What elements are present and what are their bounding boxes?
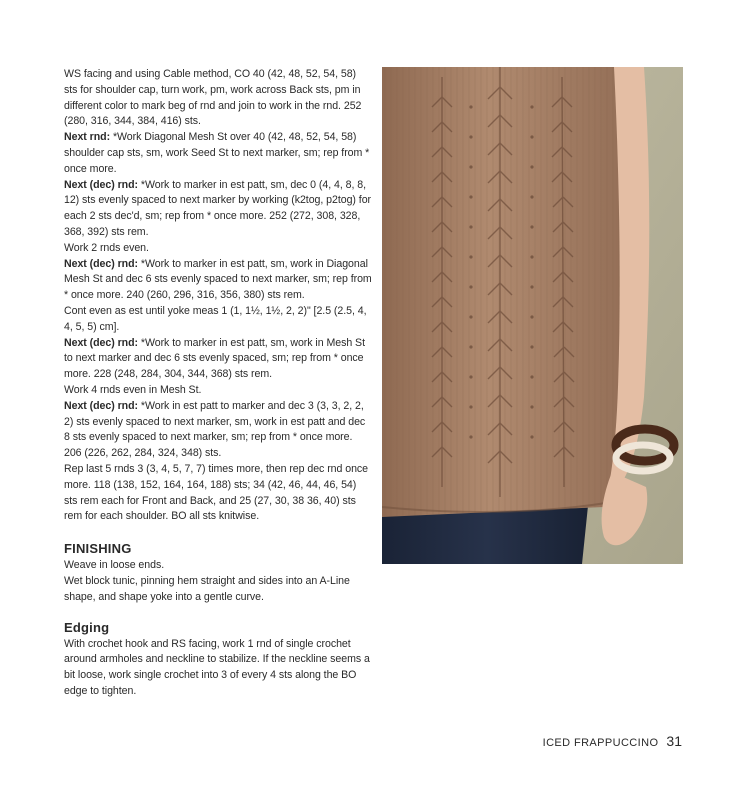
edging-heading: Edging [64, 619, 110, 635]
finishing-heading: FINISHING [64, 541, 132, 557]
instruction-paragraph: Rep last 5 rnds 3 (3, 4, 5, 7, 7) times more, then rep dec rnd once more. 118 (138, 152, 164, 164, 188) sts; 34 (42, 46, 44, 46, 54) sts rem each for Front and Back, and 25 (27, 30, 38 36, 40) sts rem for each shoulder. BO all sts knitwise. [64, 462, 369, 523]
instruction-paragraph: Cont even as est until yoke meas 1 (1, 1½, 1½, 2, 2)" [2.5 (2.5, 4, 4, 5, 5) cm]. [64, 304, 367, 333]
instruction-paragraph: Next (dec) rnd: *Work to marker in est patt, sm, work in Mesh St to next marker and dec 6 sts evenly spaced, sm; rep from * once more. 228 (248, 284, 304, 344, 368) sts rem. [64, 336, 365, 381]
tunic-texture [382, 67, 620, 517]
page-number: 31 [666, 733, 682, 749]
footer-title: ICED FRAPPUCCINO [542, 737, 659, 749]
instruction-paragraph: Next (dec) rnd: *Work to marker in est patt, sm, work in Diagonal Mesh St and dec 6 sts evenly spaced to next marker, sm; rep from * once more. 240 (260, 296, 316, 356, 380) sts rem. [64, 257, 372, 302]
instruction-paragraph: Next (dec) rnd: *Work in est patt to marker and dec 3 (3, 3, 2, 2, 2) sts evenly spaced to next marker, sm, work in est patt and dec 8 sts evenly spaced to next marker, sm; rep from * once more. 206 (226, 262, 284, 324, 348) sts. [64, 399, 366, 460]
instruction-paragraph: Work 2 rnds even. [64, 241, 149, 254]
instruction-paragraph: Next rnd: *Work Diagonal Mesh St over 40 (42, 48, 52, 54, 58) shoulder cap sts, sm, work Seed St to next marker, sm; rep from * once more. [64, 131, 370, 175]
finishing-paragraph: Wet block tunic, pinning hem straight and sides into an A-Line shape, and shape yoke into a gentle curve. [64, 574, 350, 603]
pattern-text-column [64, 67, 372, 700]
finishing-paragraph: Weave in loose ends. [64, 559, 165, 572]
instruction-paragraph: Work 4 rnds even in Mesh St. [64, 383, 202, 396]
tunic-photo-illustration [382, 67, 683, 564]
instructions [64, 67, 372, 525]
tunic-photo [382, 67, 683, 564]
edging-paragraph: With crochet hook and RS facing, work 1 rnd of single crochet around armholes and neckline to stabilize. If the neckline seems a bit loose, work single crochet into 3 of every 4 sts along the BO edge to tighten. [64, 637, 370, 697]
page-footer [543, 733, 682, 749]
instruction-paragraph: Next (dec) rnd: *Work to marker in est patt, sm, dec 0 (4, 4, 8, 8, 12) sts evenly spaced to next marker by working (k2tog, p2tog) for each 2 sts dec'd, sm; rep from * once more. 252 (272, 308, 328, 368, 392) sts rem. [64, 178, 372, 238]
instruction-paragraph: WS facing and using Cable method, CO 40 (42, 48, 52, 54, 58) sts for shoulder cap, turn work, pm, work across Back sts, pm in different color to mark beg of rnd and join to work in the rnd. 252 (280, 316, 344, 384, 416) sts. [64, 68, 362, 128]
